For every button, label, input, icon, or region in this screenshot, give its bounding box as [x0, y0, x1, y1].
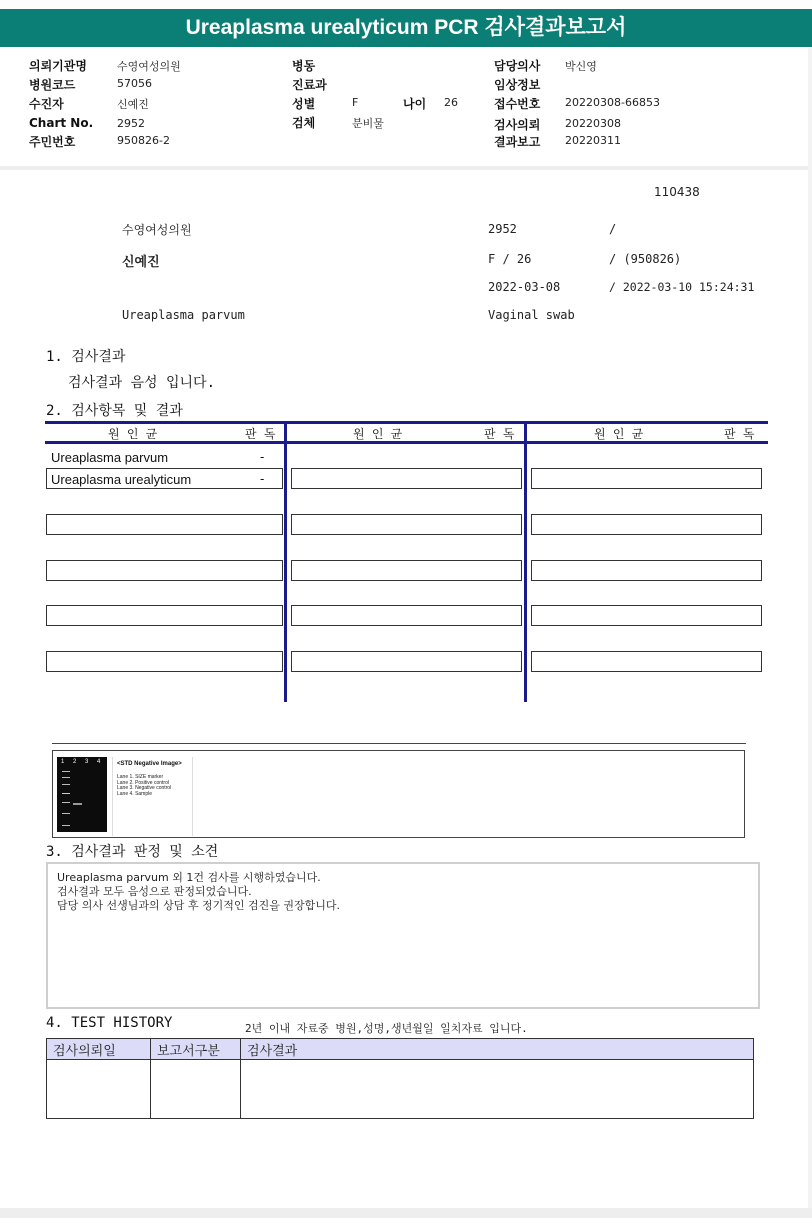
row-2-cell-2: [291, 468, 522, 489]
row-5-cell-2: [291, 605, 522, 626]
opinion-line: 담당 의사 선생님과의 상담 후 정기적인 검진을 권장합니다.: [57, 899, 340, 912]
section4-note: 2년 이내 자료중 병원,성명,생년월일 일치자료 입니다.: [245, 1022, 528, 1035]
document-code: 110438: [654, 185, 700, 199]
history-cell: [151, 1060, 241, 1119]
section2-heading: 2. 검사항목 및 결과: [46, 403, 183, 419]
header-divider: [0, 166, 812, 170]
patient-value: 신예진: [117, 98, 149, 111]
history-cell: [241, 1060, 754, 1119]
request-date-value: 20220308: [565, 117, 621, 130]
row-5-cell-1: [46, 605, 283, 626]
row-3-cell-2: [291, 514, 522, 535]
row-4-cell-1: [46, 560, 283, 581]
summary-date-reported: / 2022-03-10 15:24:31: [609, 280, 755, 294]
col-pathogen-3: 원 인 균: [594, 427, 644, 441]
gel-legend-line: Lane 4. Sample: [117, 790, 153, 797]
hospital-code-value: 57056: [117, 77, 152, 90]
gel-top-rule: [52, 743, 746, 744]
institution-value: 수영여성의원: [117, 60, 181, 73]
history-col-request-date: 검사의뢰일: [47, 1039, 151, 1060]
table-top-rule: [45, 421, 768, 424]
gel-band: [62, 777, 70, 778]
table-divider-2: [524, 423, 527, 702]
chart-no-label: Chart No.: [29, 116, 94, 130]
row-6-cell-1: [46, 651, 283, 672]
report-title: Ureaplasma urealyticum PCR 검사결과보고서: [0, 9, 812, 47]
col-result-1: 판 독: [245, 427, 276, 441]
clinical-info-label: 임상정보: [494, 78, 541, 92]
sex-value: F: [352, 96, 359, 109]
row-6-cell-2: [291, 651, 522, 672]
request-date-label: 검사의뢰: [494, 118, 541, 132]
summary-specimen: Vaginal swab: [488, 308, 575, 322]
gel-band: [73, 803, 82, 805]
opinion-line: 검사결과 모두 음성으로 판정되었습니다.: [57, 885, 252, 898]
section3-heading: 3. 검사결과 판정 및 소견: [46, 844, 219, 860]
row-2-pathogen: Ureaplasma urealyticum: [51, 472, 192, 487]
report-date-value: 20220311: [565, 134, 621, 147]
row-3-cell-1: [46, 514, 283, 535]
ward-label: 병동: [292, 59, 316, 73]
row-2-cell-3: [531, 468, 762, 489]
age-label: 나이: [403, 97, 427, 111]
institution-label: 의뢰기관명: [29, 59, 87, 73]
test-history-table: [46, 1038, 754, 1120]
table-divider-1: [284, 423, 287, 702]
report-date-label: 결과보고: [494, 135, 541, 149]
row-3-cell-3: [531, 514, 762, 535]
resident-no-label: 주민번호: [29, 135, 76, 149]
scrollbar[interactable]: [808, 48, 812, 1208]
section1-result: 검사결과 음성 입니다.: [68, 375, 216, 391]
summary-chart-slash: /: [609, 222, 617, 236]
gel-band: [62, 784, 70, 785]
row-6-cell-3: [531, 651, 762, 672]
gel-lane-4: 4: [97, 759, 101, 765]
history-col-result: 검사결과: [241, 1039, 754, 1060]
summary-clinic: 수영여성의원: [122, 223, 192, 237]
summary-date-received: 2022-03-08: [488, 280, 561, 294]
row-1-result: -: [260, 449, 265, 464]
section4-heading: 4. TEST HISTORY: [46, 1015, 173, 1031]
col-result-3: 판 독: [724, 427, 755, 441]
gel-band: [62, 802, 70, 803]
section1-heading: 1. 검사결과: [46, 349, 126, 365]
gel-legend-line: Lane 2. Positive control: [117, 779, 169, 786]
row-2-result: -: [260, 471, 265, 486]
row-4-cell-2: [291, 560, 522, 581]
row-1-pathogen: Ureaplasma parvum: [51, 450, 169, 465]
gel-band: [62, 813, 70, 814]
department-label: 진료과: [292, 78, 327, 92]
opinion-line: Ureaplasma parvum 외 1건 검사를 시행하였습니다.: [57, 871, 321, 884]
row-4-cell-3: [531, 560, 762, 581]
resident-no-value: 950826-2: [117, 134, 170, 147]
history-header-row: [47, 1039, 754, 1060]
gel-legend-lines: [117, 775, 171, 797]
history-empty-row: [47, 1060, 754, 1119]
summary-chart: 2952: [488, 222, 517, 236]
gel-electrophoresis-image: [57, 757, 107, 832]
col-pathogen-1: 원 인 균: [108, 427, 158, 441]
gel-lane-1: 1: [61, 759, 65, 765]
history-cell: [47, 1060, 151, 1119]
patient-label: 수진자: [29, 97, 64, 111]
summary-patient: 신예진: [122, 255, 160, 270]
gel-legend-line: Lane 3. Negative control: [117, 785, 172, 791]
hospital-code-label: 병원코드: [29, 78, 76, 92]
gel-band: [62, 793, 70, 794]
opinion-box: [46, 862, 760, 1009]
chart-no-value: 2952: [117, 117, 145, 130]
gel-lane-2: 2: [73, 759, 77, 765]
patient-header: [0, 48, 812, 167]
receipt-no-value: 20220308-66853: [565, 96, 660, 109]
age-value: 26: [444, 96, 458, 109]
col-pathogen-2: 원 인 균: [353, 427, 403, 441]
history-col-report-type: 보고서구분: [151, 1039, 241, 1060]
row-5-cell-3: [531, 605, 762, 626]
summary-test: Ureaplasma parvum: [122, 308, 245, 322]
doctor-label: 담당의사: [494, 59, 541, 73]
gel-legend-title: <STD Negative Image>: [117, 761, 182, 767]
col-result-2: 판 독: [484, 427, 515, 441]
gel-legend: [112, 757, 193, 836]
gel-legend-line: Lane 1. SIZE marker: [117, 774, 164, 780]
specimen-value: 분비물: [352, 117, 384, 130]
gel-band: [62, 825, 70, 826]
sex-label: 성별: [292, 97, 316, 111]
gel-band: [62, 771, 70, 772]
gel-lane-3: 3: [85, 759, 89, 765]
page-footer: [0, 1208, 812, 1218]
opinion-text: [57, 871, 340, 913]
summary-sex-age: F / 26: [488, 252, 532, 266]
summary-birth: / (950826): [609, 252, 682, 266]
specimen-label: 검체: [292, 116, 316, 130]
receipt-no-label: 접수번호: [494, 97, 541, 111]
doctor-value: 박신영: [565, 60, 597, 73]
